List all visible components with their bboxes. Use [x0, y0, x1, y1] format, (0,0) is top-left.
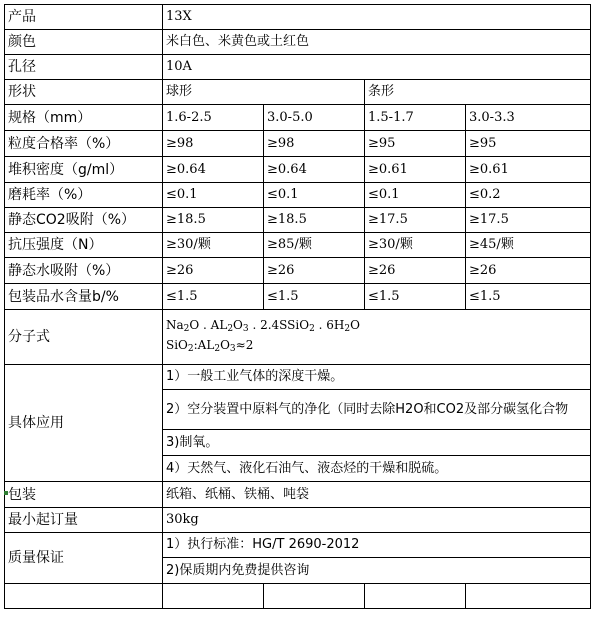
water-value: ≥26: [466, 258, 591, 284]
cell-marker: [4, 491, 8, 495]
pore-value: 10A: [163, 55, 591, 80]
crush-row: [5, 233, 591, 258]
spec-table: [4, 4, 591, 609]
min-order-label: 最小起订量: [5, 508, 163, 533]
quality-row: [5, 533, 591, 558]
formula-label: 分子式: [5, 310, 163, 365]
application-item: 2）空分装置中原料气的净化（同时去除H2O和CO2及部分碳氢化合物: [163, 390, 591, 430]
crush-value: ≥85/颗: [264, 233, 365, 258]
co2-value: ≥18.5: [264, 208, 365, 233]
bulk-density-value: ≥0.64: [264, 157, 365, 183]
bulk-density-label: 堆积密度（g/ml）: [5, 157, 163, 183]
water-value: ≥26: [163, 258, 264, 284]
co2-label: 静态CO2吸附（%）: [5, 208, 163, 233]
pore-label: 孔径: [5, 55, 163, 80]
bulk-density-value: ≥0.64: [163, 157, 264, 183]
empty-cell: [5, 584, 163, 609]
bulk-density-value: ≥0.61: [365, 157, 466, 183]
empty-cell: [365, 584, 466, 609]
empty-row: [5, 584, 591, 609]
water-value: ≥26: [264, 258, 365, 284]
formula-value: [163, 310, 591, 365]
attrition-value: ≤0.1: [163, 183, 264, 208]
moisture-value: ≤1.5: [264, 284, 365, 310]
empty-cell: [466, 584, 591, 609]
spec-label: 规格（mm）: [5, 105, 163, 131]
spec-value: 3.0-3.3: [466, 105, 591, 131]
moisture-value: ≤1.5: [163, 284, 264, 310]
bulk-density-value: ≥0.61: [466, 157, 591, 183]
attrition-label: 磨耗率（%）: [5, 183, 163, 208]
empty-cell: [163, 584, 264, 609]
moisture-value: ≤1.5: [466, 284, 591, 310]
spec-value: 1.6-2.5: [163, 105, 264, 131]
formula-line-2: $SiO_2:AL_2O_3\approx 2$: [166, 338, 254, 354]
spec-row: [5, 105, 591, 131]
shape-sphere: 球形: [163, 80, 365, 105]
size-rate-value: ≥95: [466, 131, 591, 157]
co2-value: ≥17.5: [466, 208, 591, 233]
quality-item: 1）执行标准：HG/T 2690-2012: [163, 533, 591, 558]
size-rate-row: [5, 131, 591, 157]
shape-strip: 条形: [365, 80, 591, 105]
product-label: 产品: [5, 5, 163, 30]
application-item: 4）天然气、液化石油气、液态烃的干燥和脱硫。: [163, 456, 591, 482]
product-value: 13X: [163, 5, 591, 30]
application-row: [5, 365, 591, 390]
color-value: 米白色、米黄色或土红色: [163, 30, 591, 55]
empty-cell: [264, 584, 365, 609]
size-rate-value: ≥98: [163, 131, 264, 157]
crush-value: ≥30/颗: [163, 233, 264, 258]
crush-value: ≥30/颗: [365, 233, 466, 258]
water-value: ≥26: [365, 258, 466, 284]
pore-row: [5, 55, 591, 80]
packaging-value: 纸箱、纸桶、铁桶、吨袋: [163, 482, 591, 508]
packaging-row: [5, 482, 591, 508]
bulk-density-row: [5, 157, 591, 183]
water-row: [5, 258, 591, 284]
attrition-row: [5, 183, 591, 208]
color-row: [5, 30, 591, 55]
co2-row: [5, 208, 591, 233]
attrition-value: ≤0.1: [365, 183, 466, 208]
co2-value: ≥18.5: [163, 208, 264, 233]
applications-label: 具体应用: [5, 365, 163, 482]
attrition-value: ≤0.1: [264, 183, 365, 208]
application-item: 1）一般工业气体的深度干燥。: [163, 365, 591, 390]
packaging-label: 包装: [5, 482, 163, 508]
shape-label: 形状: [5, 80, 163, 105]
formula-line-1: $Na_2O$ . $AL_2O_3$ . 2.4SSiO$_2$ . $6H_2O$: [166, 318, 360, 334]
size-rate-value: ≥98: [264, 131, 365, 157]
attrition-value: ≤0.2: [466, 183, 591, 208]
spec-value: 3.0-5.0: [264, 105, 365, 131]
application-item: 3)制氧。: [163, 430, 591, 456]
co2-value: ≥17.5: [365, 208, 466, 233]
min-order-row: [5, 508, 591, 533]
size-rate-label: 粒度合格率（%）: [5, 131, 163, 157]
quality-label: 质量保证: [5, 533, 163, 584]
shape-row: [5, 80, 591, 105]
moisture-label: 包装品水含量b/%: [5, 284, 163, 310]
crush-value: ≥45/颗: [466, 233, 591, 258]
crush-label: 抗压强度（N）: [5, 233, 163, 258]
moisture-value: ≤1.5: [365, 284, 466, 310]
water-label: 静态水吸附（%）: [5, 258, 163, 284]
size-rate-value: ≥95: [365, 131, 466, 157]
formula-row: [5, 310, 591, 365]
min-order-value: 30kg: [163, 508, 591, 533]
color-label: 颜色: [5, 30, 163, 55]
product-row: [5, 5, 591, 30]
moisture-row: [5, 284, 591, 310]
spec-value: 1.5-1.7: [365, 105, 466, 131]
quality-item: 2)保质期内免费提供咨询: [163, 558, 591, 584]
